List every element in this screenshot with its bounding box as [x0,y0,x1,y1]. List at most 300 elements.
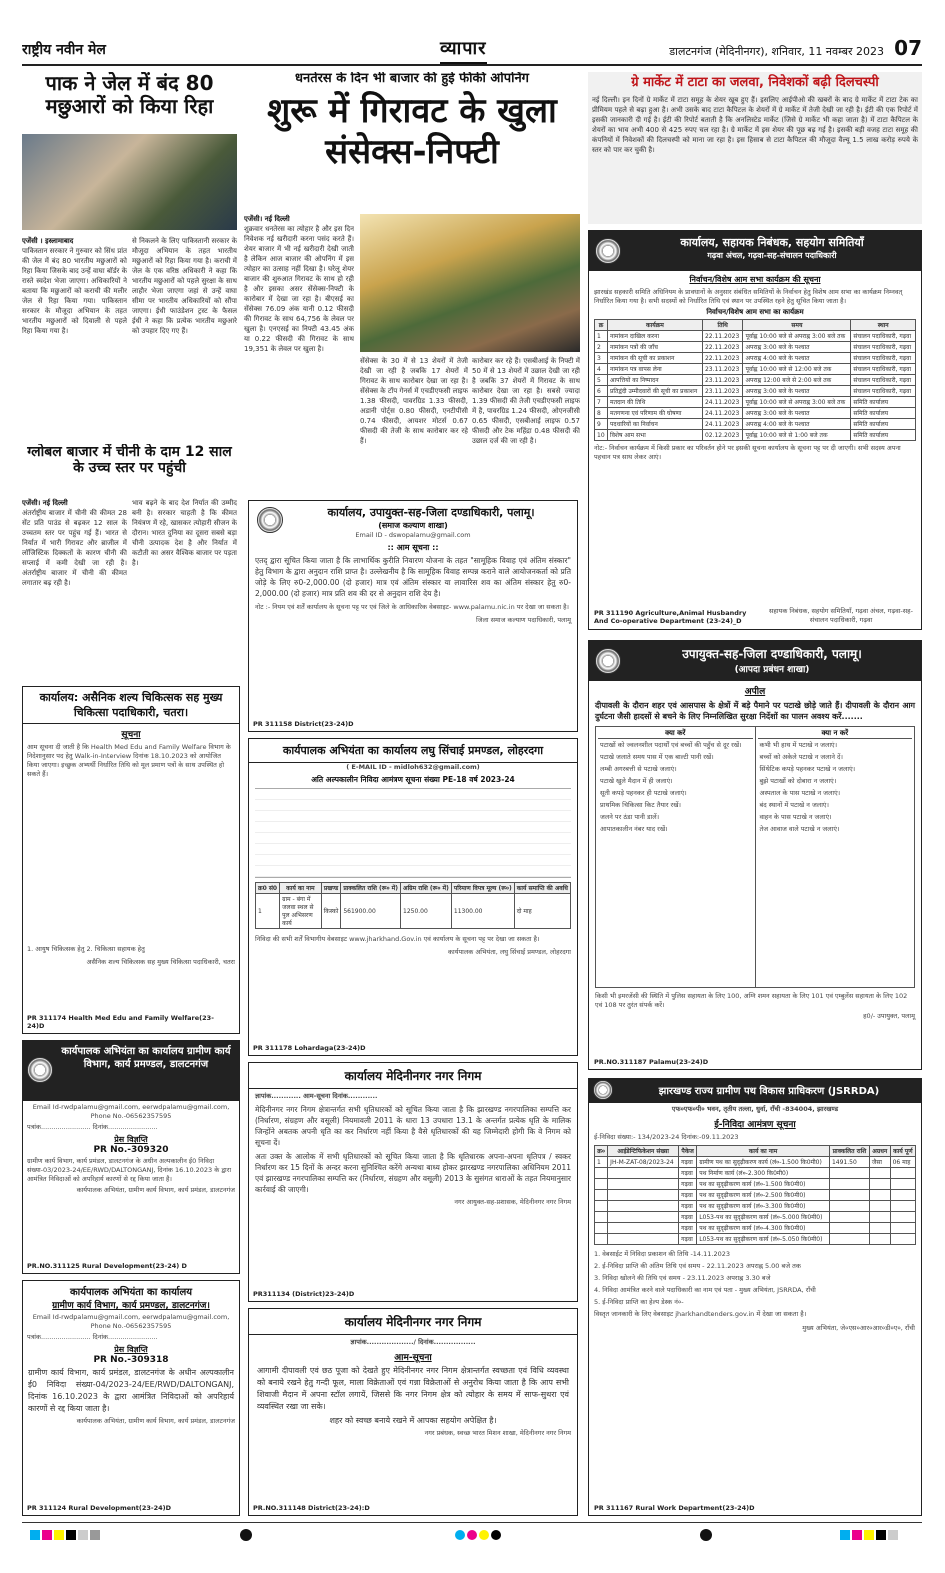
ad-jsrrda-terms [589,1248,921,1324]
table-cell [829,1212,869,1223]
table-cell: 23.11.2023 [702,375,743,386]
china-body-2: भाव बढ़ने के बाद देश निर्यात की उम्मीद बनी है। सरकार चाहती है कि कीमत नियंत्रण में रहे, खासकर त्योहारी सीजन के दौरान। भारत दुनिया का दूसरा सबसे बड़ा चीनी उत्पादक देश है और निर्यात में कटौती का असर वैश्विक बाजार पर पड़ता है। [132,499,237,567]
table-header-cell: प्राक्कलित राशि (रू० में) [341,883,401,894]
table-cell [829,1223,869,1234]
table-cell: 1250.00 [401,894,452,929]
ad-cooperative-table-title: निर्वाचन/विशेष आम सभा का कार्यक्रम [706,308,804,316]
table-cell: 1 [595,331,608,342]
list-item: बुझे पटाखों को दोबारा न जलाएं। [759,777,837,785]
pak-story-col1 [22,236,127,432]
table-cell: L053-पथ का सुदृढ़ीकरण कार्य (लं०-5.000 कि0मी0) [697,1212,830,1223]
table-cell: 02.12.2023 [702,430,743,441]
table-cell: संचालन पदाधिकारी, गढ़वा [851,375,916,386]
ad-rwd2-body: ग्रामीण कार्य विभाग, कार्य प्रमंडल, डालटनगंज के अधीन अल्पकालीन ई0 निविदा संख्या-04/2023-24/EE/RWD/DALTONGANJ, दिनांक 16.10.2023 के द्वारा आमंत्रित निविदाओं को अपरिहार्य कारणों से रद्द किया जाता है। [28,1368,234,1413]
table-cell [829,1179,869,1190]
list-item: विस्तृत जानकारी के लिए वेबसाइट jharkhandtenders.gov.in में देखा जा सकता है। [594,1310,807,1318]
ad-chatra-items: 1. आयुष चिकित्सक हेतु 2. चिकित्सा सहायक हेतु [27,945,145,953]
ad-ddc-title: कार्यालय, उपायुक्त-सह-जिला दण्डाधिकारी, पलामू। [327,506,535,519]
ad-cooperative-table [594,319,916,441]
list-item: 4. निविदा आमंत्रित करने वाले पदाधिकारी का नाम एवं पता - मुख्य अभियंता, JSRRDA, राँची [594,1286,816,1294]
table-row [595,1212,916,1223]
table-cell: पूर्वाह्न 10:00 बजे से 1:00 बजे तक [743,430,851,441]
do-list-heading: क्या करें [598,729,753,739]
list-item: पटाखे जलाते समय पास में एक बाल्टी पानी रखें। [600,753,714,761]
ad-jsrrda-header [589,1079,921,1103]
ad-rwd1-pr-no: PR No.-309320 [93,1145,169,1155]
state-emblem-icon [595,648,621,674]
sensex-headline: शुरू में गिरावट के खुला संसेक्स-निफ्टी [267,90,557,172]
table-cell: समिति कार्यालय [851,419,916,430]
table-cell [890,1190,915,1201]
ad-disaster-lists [595,726,915,988]
ad-cooperative-header [589,231,921,271]
list-item: पटाखे खुले मैदान में ही जलाएं। [600,777,673,785]
table-cell [595,1168,608,1179]
table-row [595,419,916,430]
table-row [595,364,916,375]
ad-chatra-subtitle: सूचना [121,730,141,740]
ad-nagar1 [248,1062,578,1302]
ad-ddc [248,500,578,732]
tata-headline: ग्रे मार्केट में टाटा का जलवा, निवेशकों बढ़ी दिलचस्पी [631,75,879,90]
ad-cooperative-title: कार्यालय, सहायक निबंधक, सहयोग समितियाँ [680,236,864,249]
table-header-cell: क्र0 सं0 [256,883,280,894]
do-list [596,727,756,987]
table-cell: L053-पथ का सुदृढ़ीकरण कार्य (लं०-5.050 कि0मी0) [697,1234,830,1245]
table-row [595,1234,916,1245]
table-cell [829,1190,869,1201]
table-cell: ग्रामीण पथ का सुदृढ़ीकरण कार्य (लं०-1.500 कि0मी0) [697,1157,830,1168]
table-cell: पूर्वाह्न 10:00 बजे से अपराह्न 3:00 बजे तक [743,331,851,342]
table-cell: पथ का सुदृढ़ीकरण कार्य (लं०-1.500 कि0मी0) [697,1179,830,1190]
table-cell: 1 [256,894,280,929]
sensex-body-2: सेंसेक्स के 30 में से 13 शेयरों में तेजी देखी जा रही है जबकि 17 शेयरों में गिरावट के साथ कारोबार देखा जा रहा है। सेंसेक्स के टॉप गेनर्स में एचडीएफसी लाइफ 1.38 फीसदी, पावरग्रिड 1.33 फीसदी, अडानी पोर्ट्स 0.80 फीसदी, एनटीपीसी 0.74 फीसदी, आयशर मोटर्स 0.67 फीसदी की तेजी के साथ कारोबार कर रहे हैं। [360,357,468,445]
table-cell: किस्को [321,894,341,929]
table-cell: ग्राम - बंगा में जलवा स्थल से पुल अभिसरण कार्य [280,894,322,929]
table-cell: गढ़वा [679,1190,697,1201]
ad-rwd2-pr-no: PR No.-309318 [93,1355,169,1365]
list-item: सिंथेटिक कपड़े पहनकर पटाखे न जलाएं। [759,765,856,773]
dont-list-heading: क्या न करें [758,729,913,739]
ad-nagar2 [248,1308,578,1516]
ad-rwd1-body: ग्रामीण कार्य विभाग, कार्य प्रमंडल, डालटनगंज के अधीन अल्पकालीन ई0 निविदा संख्या-03/2023-24/EE/RWD/DALTONGANJ, दिनांक 16.10.2023 के द्वारा आमंत्रित निविदाओं को अपरिहार्य कारणों से रद्द किया जाता है। [27,1157,232,1183]
ad-rwd2-email: Email Id-rwdpalamu@gmail.com, eerwdpalamu@gmail.com, [32,1313,230,1321]
table-cell: 11300.00 [451,894,514,929]
ad-ddc-subtitle: (समाज कल्याण शाखा) [378,521,448,530]
registration-colorbar-left [30,1530,100,1540]
table-cell: 22.11.2023 [702,331,743,342]
ad-rwd2-pr: PR 311124 Rural Development(23-24)D [27,1504,171,1512]
table-cell [890,1179,915,1190]
ad-chatra-title: कार्यालय: असैनिक शल्य चिकित्सक सह मुख्य चिकित्सा पदाधिकारी, चतरा। [23,687,239,724]
table-header-row [595,320,916,331]
table-cell: अपराह्न 3:00 बजे के पश्चात [743,408,851,419]
ad-rwd2-ref: पत्रांक........................ दिनांक........................ [27,1333,158,1341]
ad-rwd2-sign: कार्यपालक अभियंता, ग्रामीण कार्य विभाग, कार्य प्रमंडल, डालटनगंज [76,1417,235,1425]
table-row [595,397,916,408]
table-cell [890,1212,915,1223]
ad-irrigation-pr: PR 311178 Lohardaga(23-24)D [253,1044,366,1052]
ad-disaster-sign: ह0/- उपायुक्त, पलामू [863,1012,915,1020]
list-item: अस्पताल के पास पटाखे न जलाएं। [759,789,841,797]
ad-nagar2-closing: शहर को स्वच्छ बनाये रखने में आपका सहयोग अपेक्षित है। [329,1416,497,1425]
list-item: पटाखों को ज्वलनशील पदार्थों एवं बच्चों की पहुँच से दूर रखें। [600,741,742,749]
table-cell: समिति कार्यालय [851,408,916,419]
table-row [595,408,916,419]
table-cell: 24.11.2023 [702,397,743,408]
registration-mark-icon [700,1529,712,1541]
ad-cooperative [588,230,922,630]
list-item: बच्चों को अकेले पटाखे न जलाने दें। [759,753,843,761]
ad-cooperative-body: झारखंड सहकारी समिति अधिनियम के प्रावधानों के अनुसार संबंधित समितियों के निर्वाचन हेतु विशेष आम सभा का कार्यक्रम निम्नवत् निर्धारित किया गया है। सभी सदस्यों को निर्धारित तिथि एवं स्थान पर उपस्थित रहने हेतु सूचित किया जाता है। [594,288,903,305]
table-cell: मतगणना एवं परिणाम की घोषणा [608,408,703,419]
table-cell: 7 [595,397,608,408]
dont-list [756,727,915,987]
ad-jsrrda-title: झारखण्ड राज्य ग्रामीण पथ विकास प्राधिकरण (JSRRDA) [658,1086,880,1097]
ad-disaster-notice-label: अपील [744,687,766,697]
table-header-cell: स्थान [851,320,916,331]
table-header-cell: क्र [595,320,608,331]
table-cell: अपराह्न 4:00 बजे के पश्चात [743,419,851,430]
table-cell: संचालन पदाधिकारी, गढ़वा [851,386,916,397]
table-cell: गढ़वा [679,1179,697,1190]
ad-jsrrda-address: एफ०एफ०पी० भवन, तृतीय तल्ला, धुर्वा, राँची -834004, झारखण्ड [671,1105,839,1113]
registration-mark-icon [240,1529,252,1541]
ad-nagar2-title: कार्यालय मेदिनीनगर नगर निगम [249,1309,577,1335]
ad-ddc-sign: जिला समाज कल्याण पदाधिकारी, पलामू [475,616,571,624]
table-cell: संचालन पदाधिकारी, गढ़वा [851,331,916,342]
state-emblem-icon [257,507,283,533]
table-cell: आपत्तियों का निष्पादन [608,375,703,386]
table-row [595,331,916,342]
table-cell: 3 [595,353,608,364]
table-row [595,342,916,353]
ad-cooperative-notice: निर्वाचन/विशेष आम सभा कार्यक्रम की सूचना [689,275,821,284]
table-header-cell: कार्य समाप्ति की अवधि [514,883,570,894]
table-cell: 561900.00 [341,894,401,929]
ad-cooperative-pr: PR 311190 Agriculture,Animal Husbandry And Co-operative Department (23-24)_D [594,609,747,625]
table-cell: 24.11.2023 [702,419,743,430]
do-items [598,739,753,839]
table-header-row [595,1146,916,1157]
ad-nagar2-body: आगामी दीपावली एवं छठ पूजा को देखते हुए मेदिनीनगर नगर निगम क्षेत्रान्तर्गत स्वच्छता एवं विधि व्यवस्था को बनाये रखने हेतु गन्दी फूल, माला विक्रेताओं एवं गन्ना विक्रेताओं से अनुरोध किया जाता है कि आप सभी शिवाजी मैदान में अपना स्टॉल लगायें, जिससे कि नगर निगम क्षेत्र को त्योहार के समय में साफ-सुथरा एवं व्यवस्थित रखा जा सके। [257,1366,569,1411]
table-cell [869,1223,890,1234]
ad-rwd1-sign: कार्यपालक अभियंता, ग्रामीण कार्य विभाग, कार्य प्रमंडल, डालटनगंज [76,1186,235,1194]
table-cell: 23.11.2023 [702,386,743,397]
page-header [22,34,922,66]
table-cell [608,1179,679,1190]
table-cell: पथ निर्माण कार्य (लं०-2.300 कि0मी0) [697,1168,830,1179]
table-cell: नामांकन दाखिल करना [608,331,703,342]
table-cell: 22.11.2023 [702,342,743,353]
table-cell: समिति कार्यालय [851,397,916,408]
list-item: 2. ई-निविदा प्राप्ति की अंतिम तिथि एवं समय - 22.11.2023 अपराह्न 5.00 बजे तक [594,1262,801,1270]
ad-cooperative-sign: सहायक निबंधक, सहयोग समितियाँ, गढ़वा अंचल, गढ़वा-सह-संचालन पदाधिकारी, गढ़वा [769,607,913,624]
ad-disaster-title: उपायुक्त-सह-जिला दण्डाधिकारी, पलामू। [682,647,862,661]
ad-irrigation-table [255,882,571,929]
table-cell: पूर्वाह्न 10:00 बजे से अपराह्न 3:00 बजे तक [743,397,851,408]
ad-rwd2-notice-label: प्रेस विज्ञप्ति [114,1345,148,1354]
pak-dateline: एजेंसी । इस्लामाबाद [22,237,74,245]
ad-jsrrda-notice: ई-निविदा आमंत्रण सूचना [714,1120,796,1130]
table-header-cell: प्रखण्ड [321,883,341,894]
list-item: 3. निविदा खोलने की तिथि एवं समय - 23.11.2023 अपराह्न 3.30 बजे [594,1274,771,1282]
table-header-cell: क्र० [595,1146,608,1157]
ad-ddc-note: नोट :- नियम एवं शर्तें कार्यालय के सूचना पट्ट पर एवं जिले के आधिकारिक वेबसाइट- www.palamu.nic.in पर देखा जा सकता है। [255,603,570,611]
table-cell [890,1168,915,1179]
table-cell [869,1190,890,1201]
table-cell [608,1212,679,1223]
ad-irrigation-notice: अति अल्पकालीन निविदा आमंत्रण सूचना संख्या PE-18 वर्ष 2023-24 [311,775,515,784]
table-row [595,1179,916,1190]
table-cell: 06 माह [890,1157,915,1168]
table-cell: पूर्वाह्न 10:00 बजे से 12:00 बजे तक [743,364,851,375]
china-col2 [132,498,237,678]
table-header-cell: प्राक्कलित राशि [829,1146,869,1157]
ad-jsrrda [588,1078,922,1516]
pak-body-1: पाकिस्तान सरकार ने गुरुवार को सिंध प्रांत की जेल में बंद 80 भारतीय मछुआरों को रिहा किया जिसके बाद उन्हें वाघा बॉर्डर के रास्ते स्वदेश भेजा जाएगा। अधिकारियों ने बताया कि मछुआरों को कराची की मलीर जेल से रिहा किया गया। पाकिस्तान सरकार के मौजूदा अभियान के तहत भारतीय मछुआरों को दिवाली से पहले रिहा किया गया है। [22,247,127,335]
table-cell: संचालन पदाधिकारी, गढ़वा [851,364,916,375]
table-cell: गढ़वा [679,1157,697,1168]
table-cell: जैसा [869,1157,890,1168]
table-cell [595,1190,608,1201]
sensex-headline-box [244,72,580,212]
ad-nagar1-ref: ज्ञापांक............ आम-सूचना दिनांक............ [255,1092,378,1100]
table-cell: पथ का सुदृढ़ीकरण कार्य (लं०-2.500 कि0मी0) [697,1190,830,1201]
table-row [595,353,916,364]
ad-nagar2-notice-label: आम-सूचना [394,1353,432,1363]
state-emblem-icon [27,1057,53,1083]
table-cell: 24.11.2023 [702,408,743,419]
page-number: 07 [894,36,922,60]
list-item: लम्बी अगरबत्ती से पटाखे जलाएं। [600,765,677,773]
table-cell: JH-M-ZAT-08/2023-24 [608,1157,679,1168]
ad-jsrrda-ref: ई-निविदा संख्या:- 134/2023-24 दिनांक:-09.11.2023 [594,1133,739,1141]
table-cell: प्रतिद्वंदी उम्मीदवारों की सूची का प्रकाशन [608,386,703,397]
sensex-dateline: एजेंसी। नई दिल्ली [244,215,290,223]
dateline: डालटनगंज (मेदिनीनगर), शनिवार, 11 नवम्बर 2023 [669,45,884,58]
newspaper-logo: राष्ट्रीय नवीन मेल [22,42,106,58]
tata-story [588,72,922,224]
table-cell [608,1223,679,1234]
list-item: 1. वेबसाईट में निविदा प्रकाशन की तिथि -14.11.2023 [594,1250,731,1258]
table-cell: दो माह [514,894,570,929]
table-header-cell: कार्य का नाम [280,883,322,894]
list-item: 5. ई-निविदा प्राप्ति का हेल्प डेस्क नं०- [594,1298,684,1306]
china-headline: ग्लोबल बाजार में चीनी के दाम 12 साल के उच्च स्तर पर पहुंची [27,444,232,477]
ad-rwd1-title: कार्यपालक अभियंता का कार्यालय ग्रामीण कार्य विभाग, कार्य प्रमण्डल, डालटनगंज [61,1046,231,1070]
list-item: वाहन के पास पटाखे न जलाएं। [759,813,832,821]
ad-rwd1 [22,1040,240,1274]
ad-cooperative-rows [595,331,916,441]
table-cell [869,1201,890,1212]
ad-jsrrda-table [594,1145,916,1245]
ad-ddc-pr: PR 311158 District(23-24)D [253,720,354,728]
ad-rwd1-header [23,1041,239,1101]
ad-nagar2-sign: नगर प्रबंधक, स्वच्छ भारत मिशन शाखा, मेदिनीनगर नगर निगम [424,1429,571,1437]
table-cell: विशेष आम सभा [608,430,703,441]
registration-colorbar-center [455,1530,501,1540]
table-cell [890,1223,915,1234]
sensex-col2 [360,356,468,494]
state-emblem-icon [593,1080,613,1100]
ad-cooperative-subtitle: गढ़वा अंचल, गढ़वा-सह-संचालन पदाधिकारी [707,251,837,260]
ad-ddc-email: Email ID - dswopalamu@gmail.com [355,531,471,539]
china-headline-box [22,444,237,496]
china-dateline: एजेंसी। नई दिल्ली [22,499,68,507]
ad-disaster-pr: PR.NO.311187 Palamu(23-24)D [594,1058,709,1066]
ad-rwd2-phone: Phone No.-06562357595 [90,1322,172,1330]
table-cell: नामांकन पत्रों की जाँच [608,342,703,353]
table-cell: मतदान की तिथि [608,397,703,408]
pak-story-headline-box [22,72,237,132]
table-row [595,1223,916,1234]
ad-rwd2-subtitle: ग्रामीण कार्य विभाग, कार्य प्रमण्डल, डालटनगंज। [52,1301,210,1311]
list-item: बंद स्थानों में पटाखे न जलाएं। [759,801,829,809]
sensex-kicker: धनतेरस के दिन भी बाजार की हुई फीकी ओपनिंग [295,72,529,86]
ad-disaster-header [589,641,921,681]
table-cell: नामांकन की सूची का प्रकाशन [608,353,703,364]
table-header-cell: समय [743,320,851,331]
table-cell: अपराह्न 12:00 बजे से 2:00 बजे तक [743,375,851,386]
table-cell: 10 [595,430,608,441]
ad-rwd1-phone: Phone No.-06562357595 [90,1112,172,1120]
table-cell: पथ का सुदृढ़ीकरण कार्य (लं०-3.300 कि0मी0) [697,1201,830,1212]
table-cell: अपराह्न 4:00 बजे के पश्चात [743,353,851,364]
ad-rwd2-title: कार्यपालक अभियंता का कार्यालय [69,1287,193,1298]
table-cell: समिति कार्यालय [851,430,916,441]
pak-story-col2 [132,236,237,432]
table-cell: अपराह्न 3:00 बजे के पश्चात [743,342,851,353]
table-cell: पथ का सुदृढ़ीकरण कार्य (लं०-4.300 कि0मी0) [697,1223,830,1234]
sensex-col1 [244,214,354,494]
ad-irrigation-footer: निविदा की सभी शर्तें विभागीय वेबसाइट www.jharkhand.Gov.in एवं कार्यालय के सूचना पट्ट पर देखा जा सकता है। [255,935,540,943]
ad-disaster-intro: दीपावली के दौरान शहर एवं आसपास के क्षेत्रों में बड़े पैमाने पर पटाखे छोड़े जाते हैं। दीपावली के दौरान आग दुर्घटना जैसी हादसों से बचने के लिए निम्नलिखित सुरक्षा निर्देशों का पालन अवश्य करें....... [595,701,915,721]
section-title: व्यापार [440,38,487,59]
dont-items [758,739,913,839]
ad-rwd2 [22,1280,240,1516]
table-cell: 1491.50 [829,1157,869,1168]
table-cell [595,1223,608,1234]
table-row [595,375,916,386]
table-cell: 1 [595,1157,608,1168]
fishermen-photo [22,134,237,230]
state-emblem-icon [595,238,621,264]
ad-rwd1-ref: पत्रांक........................ दिनांक........................ [27,1123,158,1131]
table-cell: गढ़वा [679,1223,697,1234]
table-header-cell: आईडेन्टिफिकेशन संख्या [608,1146,679,1157]
table-cell: 22.11.2023 [702,353,743,364]
ad-irrigation [248,738,578,1056]
sensex-body-3: कारोबार कर रहे हैं। एसबीआई के निफ्टी में 50 में से 13 शेयरों में उछाल देखी जा रही है जबकि 37 शेयरों में गिरावट के साथ कारोबार देखा जा रहा है। सबसे ज्यादा 1.39 फीसदी की तेजी एचडीएफसी लाइफ में है, पावरग्रिड 1.24 फीसदी, ओएनजीसी 0.65 फीसदी, एसबीआई लाइफ 0.57 फीसदी और टेक महिंद्रा 0.48 फीसदी की उछाल दर्ज की जा रही है। [472,357,580,445]
table-cell: पदधारियों का निर्वाचन [608,419,703,430]
table-cell: 8 [595,408,608,419]
ad-irrigation-email: ( E-MAIL ID - midloh632@gmail.com) [346,763,480,771]
table-cell: 9 [595,419,608,430]
ad-jsrrda-sign: मुख्य अभियंता, जे०एस०आर०आर०डी०ए०, राँची [802,1324,915,1332]
table-cell [829,1201,869,1212]
ad-cooperative-note: नोट:- निर्वाचन कार्यक्रम में किसी प्रकार का परिवर्तन होने पर इसकी सूचना कार्यालय के सूचना पट्ट पर दी जाएगी। सभी सदस्य अपना पहचान पत्र साथ लेकर आएं। [594,444,901,461]
table-cell [829,1234,869,1245]
list-item: आपातकालीन नंबर याद रखें। [600,825,668,833]
ad-nagar1-pr: PR311134 (District)23-24)D [253,1290,355,1298]
table-row [595,1168,916,1179]
ad-disaster-footer: किसी भी इमरजेंसी की स्थिति में पुलिस सहायता के लिए 100, अग्नि शमन सहायता के लिए 101 एवं एम्बुलेंस सहायता के लिए 102 एवं 108 पर तुरंत संपर्क करें। [595,992,908,1009]
ad-irrigation-details [255,788,571,878]
table-row [595,1190,916,1201]
list-item: प्राथमिक चिकित्सा किट तैयार रखें। [600,801,681,809]
table-row [595,386,916,397]
ad-jsrrda-rows [595,1157,916,1245]
ad-rwd1-pr: PR.NO.311125 Rural Development(23-24) D [27,1262,187,1270]
table-header-cell: अग्रिम राशि (रू० में) [401,883,452,894]
ad-chatra-pr: PR 311174 Health Med Edu and Family Welfare(23-24)D [27,1014,214,1030]
table-cell: संचालन पदाधिकारी, गढ़वा [851,353,916,364]
table-cell [869,1168,890,1179]
ad-nagar1-body-1: मेदिनीनगर नगर निगम क्षेत्रान्तर्गत सभी धृतिधारकों को सूचित किया जाता है कि झारखण्ड नगरपालिका सम्पत्ति कर (निर्धारण, संग्रहण और वसूली) नियमावली 2011 के धारा 13 उपधारा 13.1 के अन्तर्गत प्रत्येक धृति के मालिक जिन्होंने अबतक अपनी धृति का कर निर्धारण नहीं किया है वैसे धृतिधारकों की यह जिम्मेदारी होगी कि वे निगम को सूचना दें। [255,1105,571,1147]
ad-nagar2-ref: ज्ञापांक.................../ दिनांक................. [350,1338,476,1346]
ad-jsrrda-pr: PR 311167 Rural Work Department(23-24)D [594,1504,755,1512]
stock-exchange-photo [360,214,580,352]
table-cell: 4 [595,364,608,375]
tata-body: नई दिल्ली। इन दिनों ग्रे मार्केट में टाटा समूह के शेयर खूब हुए हैं। इसलिए आईपीओ की खबरों के बाद ग्रे मार्केट में टाटा टेक का प्रीमियम पहले से बढ़ा हुआ है। अभी उसके बाद टाटा कैपिटल के शेयरों में ग्रे मार्केट में तेजी देखी जा रही है। ईटी की एक रिपोर्ट में इसकी जानकारी दी गई है। ईटी की रिपोर्ट बताती है कि अनलिस्टेड मार्केट (जिसे ग्रे मार्केट भी कहा जाता है) में टाटा कैपिटल के शेयरों का भाव अभी 400 से 425 रुपए चल रहा है। ग्रे मार्केट में इस शेयर की पूछ बढ़ गई है। इसकी बड़ी वजह टाटा समूह की कंपनियों में निवेशकों की दिलचस्पी को माना जा रहा है। इस हिसाब से टाटा कैपिटल की मौजूदा वैल्यू 1.5 लाख करोड़ रुपये के स्तर को पार कर चुकी है। [592,95,918,154]
ad-chatra-body: आम सूचना दी जाती है कि Health Med Edu and Family Welfare विभाग के निदेशानुसार पद हेतु Walk-in-Interview दिनांक 18.10.2023 को आयोजित किया जाएगा। इच्छुक अभ्यर्थी निर्धारित तिथि को मूल प्रमाण पत्रों के साथ उपस्थित हो सकते हैं। [27,743,231,778]
sensex-col3 [472,356,580,494]
table-header-cell: कार्य का नाम [697,1146,830,1157]
table-cell: नामांकन पत्र वापस लेना [608,364,703,375]
table-cell: गढ़वा [679,1212,697,1223]
list-item: कभी भी हाथ में पटाखे न जलाएं। [759,741,838,749]
ad-nagar1-title: कार्यालय मेदिनीनगर नगर निगम [249,1063,577,1089]
table-cell [595,1212,608,1223]
ad-chatra [22,686,240,1034]
table-header-cell: अग्रधन [869,1146,890,1157]
ad-irrigation-title: कार्यपालक अभियंता का कार्यालय लघु सिंचाई प्रमण्डल, लोहरदगा [249,739,577,763]
table-cell [608,1234,679,1245]
table-cell [869,1179,890,1190]
table-cell: 5 [595,375,608,386]
table-cell: संचालन पदाधिकारी, गढ़वा [851,342,916,353]
table-header-cell: तिथि [702,320,743,331]
ad-irrigation-sign: कार्यपालक अभियंता, लघु सिंचाई प्रमण्डल, लोहरदगा [448,948,571,956]
table-header-cell: कार्य पूर्ण [890,1146,915,1157]
ad-rwd1-notice-label: प्रेस विज्ञप्ति [114,1135,148,1144]
table-row [595,430,916,441]
table-header-cell: कार्यक्रम [608,320,703,331]
table-cell: गढ़वा [679,1234,697,1245]
table-cell [595,1234,608,1245]
table-header-cell: परिमाण विपत्र मूल्य (रू०) [451,883,514,894]
ad-nagar2-pr: PR.NO.311148 District(23-24):D [253,1504,370,1512]
list-item: सूती कपड़े पहनकर ही पटाखे जलाएं। [600,789,687,797]
ad-disaster [588,640,922,1070]
table-cell [608,1168,679,1179]
table-row [256,894,571,929]
ad-chatra-sign: असैनिक शल्य चिकित्सक सह मुख्य चिकित्सा पदाधिकारी, चतरा [86,958,235,966]
table-cell: 23.11.2023 [702,364,743,375]
ad-disaster-subtitle: (आपदा प्रबंधन शाखा) [734,665,810,675]
table-header-cell: पैकेज [679,1146,697,1157]
table-cell [595,1179,608,1190]
table-cell: गढ़वा [679,1201,697,1212]
table-header-row [256,883,571,894]
table-cell: 6 [595,386,608,397]
table-cell [890,1201,915,1212]
table-cell [869,1212,890,1223]
ad-rwd1-email: Email Id-rwdpalamu@gmail.com, eerwdpalamu@gmail.com, [32,1103,230,1111]
table-cell: गढ़वा [679,1168,697,1179]
footer-rule [22,1522,922,1523]
